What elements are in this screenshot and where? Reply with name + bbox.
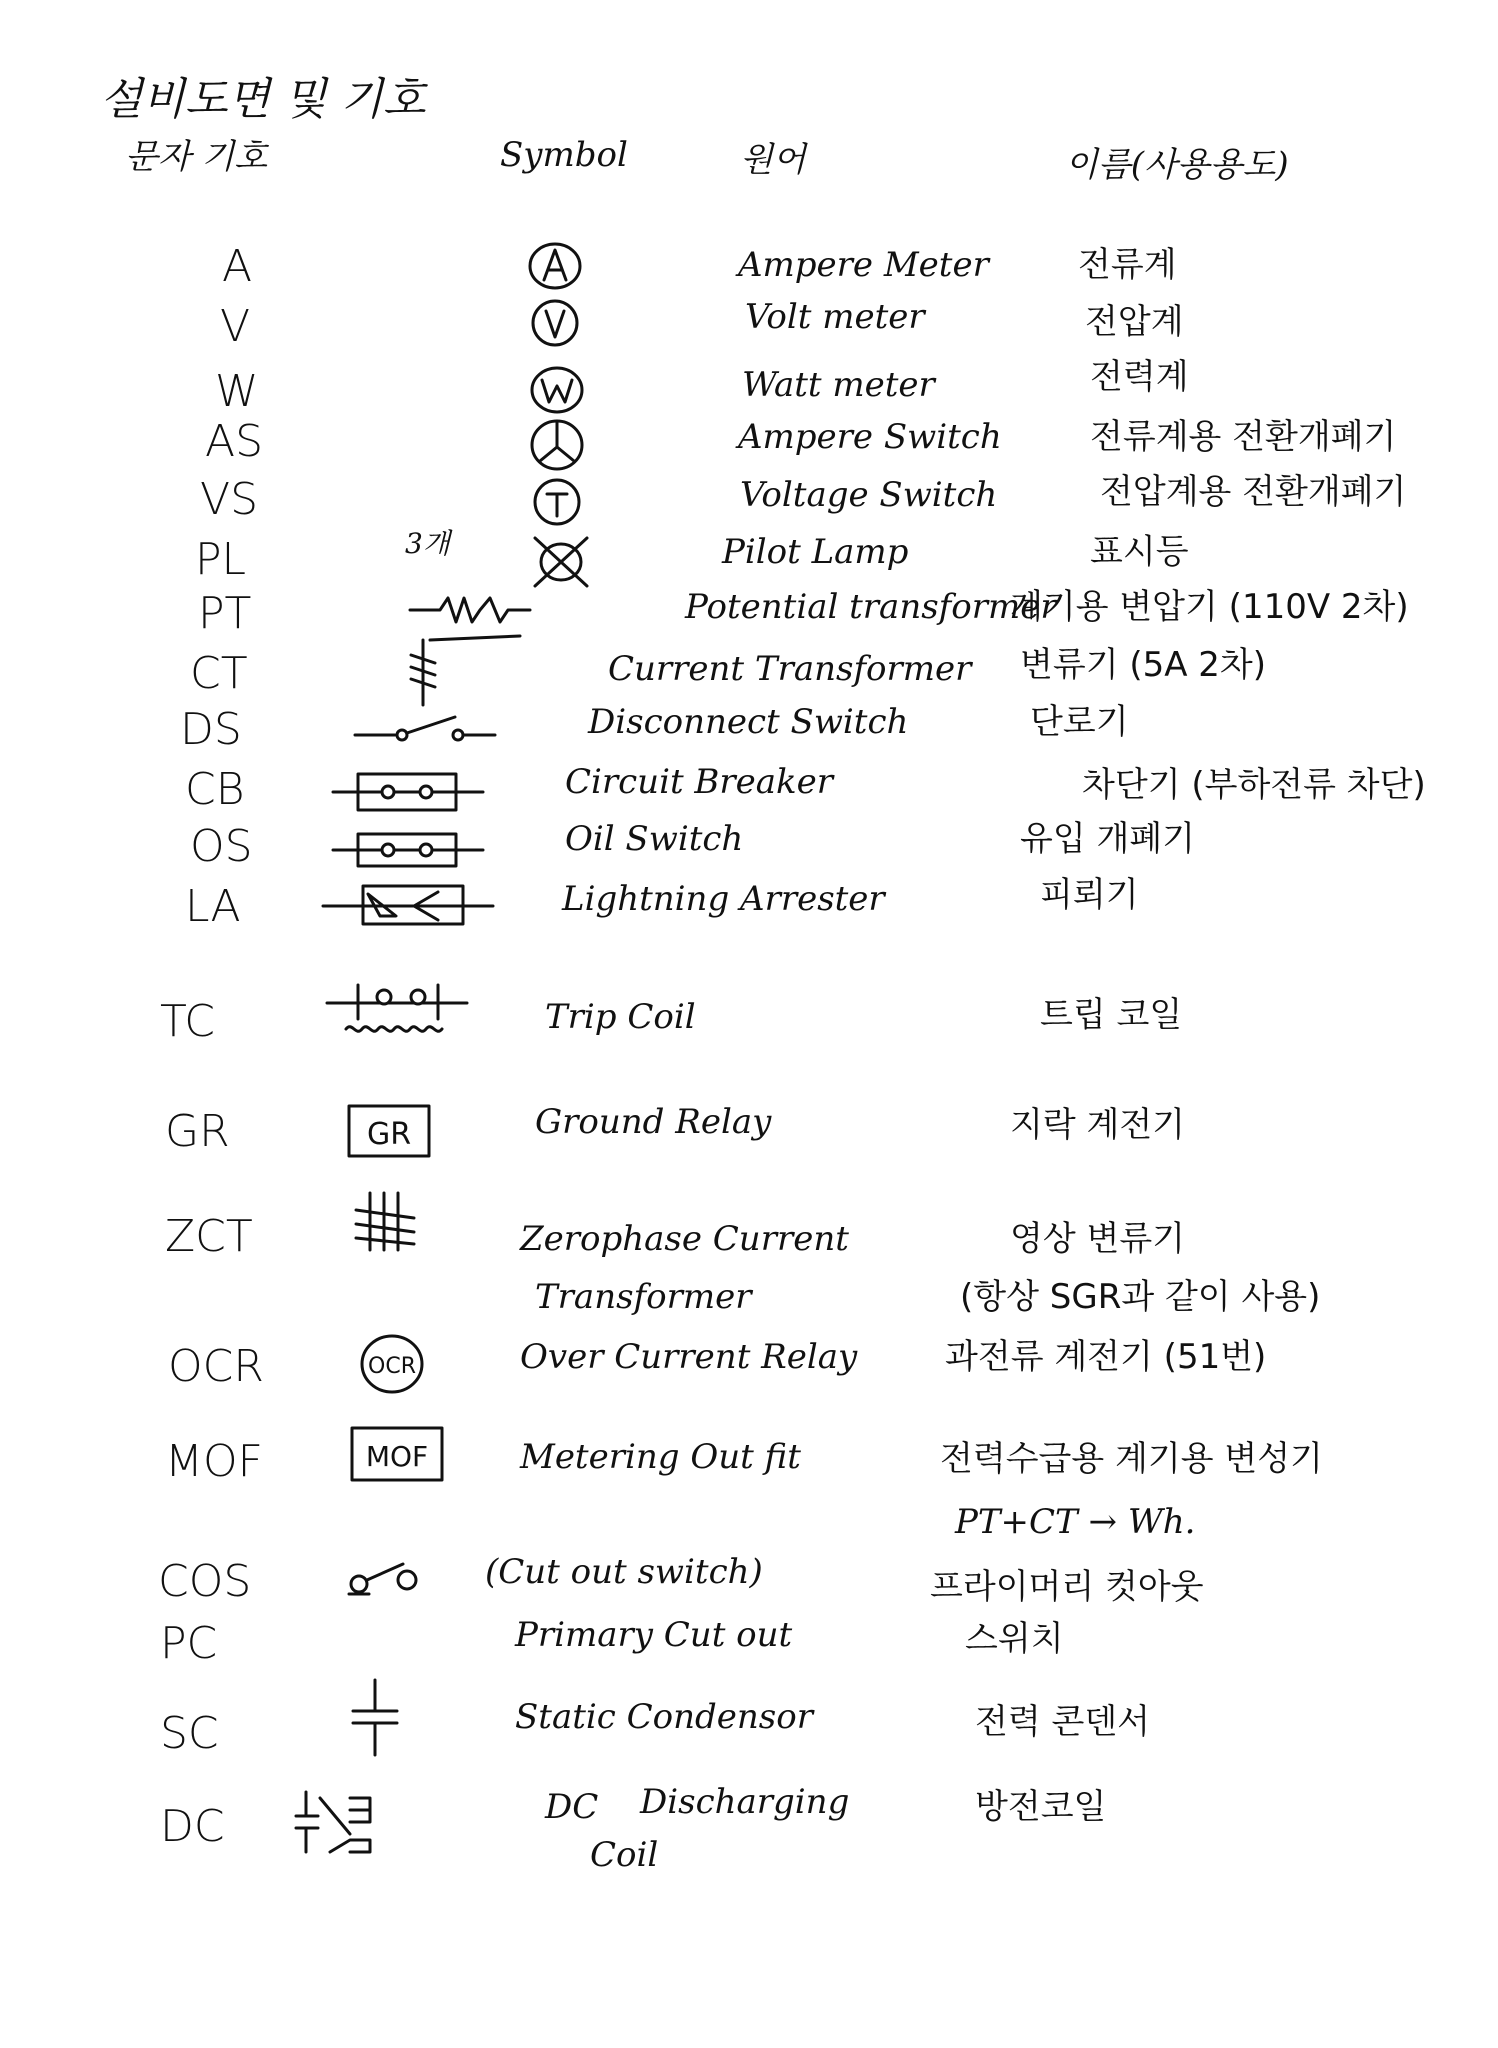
trip-coil-icon: [322, 975, 472, 1045]
english-ct: Current Transformer: [608, 649, 972, 689]
abbr-ct: CT: [190, 648, 248, 699]
abbr-mof: MOF: [165, 1436, 263, 1487]
abbr-a: A: [222, 241, 253, 292]
circuit-breaker-icon: [328, 760, 488, 820]
header-original: 원어: [740, 140, 806, 180]
english-dc: Discharging: [640, 1782, 850, 1822]
abbr-sc: SC: [160, 1708, 219, 1759]
static-condenser-icon: [345, 1675, 405, 1760]
abbr-as: AS: [205, 416, 264, 467]
korean-ct: 변류기 (5A 2차): [1020, 645, 1267, 685]
korean-mof: 전력수급용 계기용 변성기: [940, 1439, 1323, 1479]
ammeter-circle-icon: [520, 238, 590, 298]
svg-text:MOF: MOF: [365, 1440, 429, 1473]
english-vs: Voltage Switch: [740, 475, 998, 515]
page-title: 설비도면 및 기호: [100, 74, 426, 125]
english-ocr: Over Current Relay: [520, 1337, 858, 1377]
metering-outfit-icon: [348, 1422, 448, 1488]
korean-zct: 영상 변류기: [1010, 1219, 1186, 1259]
korean-pt: 계기용 변압기 (110V 2차): [1010, 587, 1409, 627]
korean-dc: 방전코일: [975, 1787, 1107, 1827]
voltmeter-circle-icon: [522, 295, 592, 355]
korean-zct-line2: (항상 SGR과 같이 사용): [960, 1277, 1321, 1317]
english-pc: Primary Cut out: [515, 1615, 793, 1655]
ammeter-switch-icon: [522, 415, 592, 475]
korean-la: 피뢰기: [1040, 875, 1139, 915]
english-a: Ampere Meter: [738, 245, 989, 285]
english-tc: Trip Coil: [545, 997, 696, 1037]
english-la: Lightning Arrester: [562, 879, 885, 919]
abbr-cb: CB: [185, 764, 245, 815]
ground-relay-icon: [345, 1102, 435, 1162]
svg-text:OCR: OCR: [368, 1354, 416, 1379]
english-dc-line2: Coil: [590, 1835, 659, 1875]
korean-sc: 전력 콘덴서: [975, 1702, 1151, 1742]
abbr-w: W: [215, 366, 259, 417]
korean-tc: 트립 코일: [1040, 995, 1183, 1035]
english-w: Watt meter: [742, 365, 935, 405]
discharge-coil-icon: [290, 1780, 400, 1860]
korean-cos: 프라이머리 컷아웃: [930, 1567, 1204, 1607]
english-pt: Potential transformer: [685, 587, 1057, 627]
svg-text:GR: GR: [366, 1117, 412, 1152]
header-letter: 문자 기호: [125, 137, 268, 177]
english-os: Oil Switch: [565, 819, 744, 859]
korean-as: 전류계용 전환개폐기: [1090, 417, 1397, 457]
oil-switch-icon: [328, 818, 488, 878]
english-v: Volt meter: [745, 297, 925, 337]
korean-pl: 표시등: [1090, 532, 1189, 572]
abbr-ds: DS: [180, 704, 242, 755]
english-cb: Circuit Breaker: [565, 762, 834, 802]
korean-gr: 지락 계전기: [1010, 1105, 1186, 1145]
current-transformer-icon: [395, 635, 475, 710]
abbr-vs: VS: [200, 474, 259, 525]
pilot-lamp-note: 3개: [405, 527, 450, 560]
english-mof: Metering Out fit: [520, 1437, 801, 1477]
english-ds: Disconnect Switch: [588, 702, 909, 742]
abbr-tc: TC: [160, 996, 216, 1047]
abbr-cos: COS: [158, 1556, 252, 1607]
english-as: Ampere Switch: [738, 417, 1002, 457]
header-name: 이름(사용용도): [1065, 145, 1289, 185]
abbr-zct: ZCT: [165, 1211, 253, 1262]
english-pl: Pilot Lamp: [722, 532, 909, 572]
abbr-dc: DC: [160, 1801, 225, 1852]
korean-vs: 전압계용 전환개폐기: [1100, 472, 1407, 512]
korean-mof-line2: PT+CT → Wh.: [955, 1502, 1196, 1542]
korean-os: 유입 개폐기: [1020, 819, 1196, 859]
abbr-pc: PC: [160, 1618, 218, 1669]
overcurrent-relay-icon: [355, 1330, 430, 1400]
abbr-la: LA: [185, 881, 241, 932]
zct-icon: [350, 1188, 420, 1258]
cutout-switch-icon: [345, 1550, 425, 1600]
abbr-os: OS: [190, 821, 253, 872]
korean-w: 전력계: [1090, 357, 1189, 397]
header-symbol: Symbol: [500, 135, 628, 175]
abbr-pt: PT: [198, 588, 252, 639]
korean-ocr: 과전류 계전기 (51번): [945, 1337, 1267, 1377]
english-zct: Zerophase Current: [520, 1219, 849, 1259]
discharge-coil-symbol-text: DC: [545, 1787, 599, 1827]
abbr-pl: PL: [195, 534, 247, 585]
abbr-gr: GR: [165, 1106, 230, 1157]
english-cos: (Cut out switch): [485, 1552, 763, 1592]
disconnect-switch-icon: [350, 705, 500, 755]
voltmeter-switch-icon: [525, 472, 595, 532]
lightning-arrester-icon: [318, 872, 498, 934]
korean-cb: 차단기 (부하전류 차단): [1082, 765, 1426, 805]
korean-v: 전압계: [1085, 302, 1184, 342]
wattmeter-circle-icon: [522, 360, 592, 420]
korean-cos-line2: 스위치: [965, 1619, 1064, 1659]
abbr-ocr: OCR: [168, 1341, 264, 1392]
korean-a: 전류계: [1078, 245, 1177, 285]
abbr-v: V: [220, 301, 251, 352]
english-sc: Static Condensor: [515, 1697, 813, 1737]
korean-ds: 단로기: [1030, 702, 1129, 742]
english-zct-line2: Transformer: [535, 1277, 752, 1317]
english-gr: Ground Relay: [535, 1102, 772, 1142]
